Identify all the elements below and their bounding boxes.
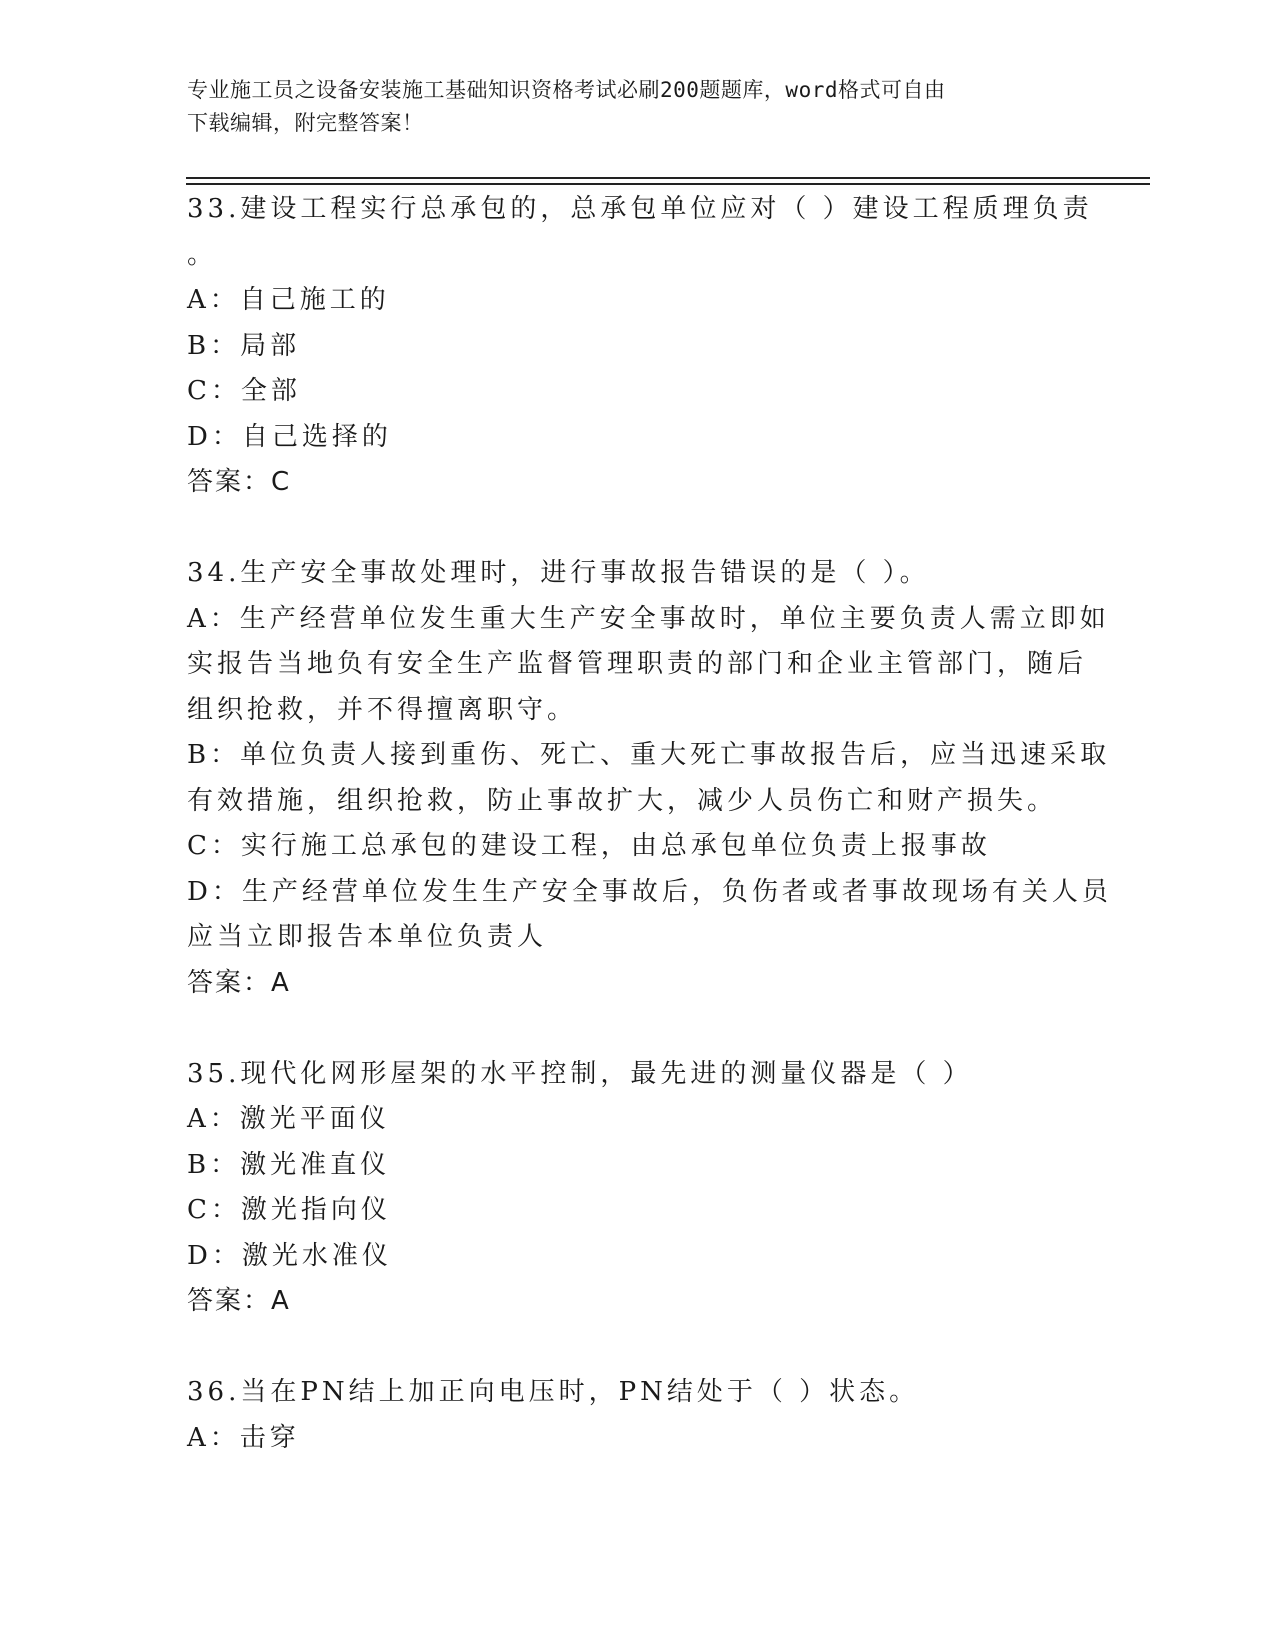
question-34 [187, 551, 1112, 1006]
question-35 [187, 1052, 1087, 1325]
question-stem: 36.当在PN结上加正向电压时，PN结处于（ ）状态。 [187, 1377, 920, 1407]
option-b: B：单位负责人接到重伤、死亡、重大死亡事故报告后，应当迅速采取 [187, 740, 1111, 770]
option-a: A：击穿 [187, 1422, 300, 1453]
answer-label: 答案：A [187, 1286, 291, 1316]
answer-label: 答案：C [187, 467, 292, 497]
option-a-continued: 实报告当地负有安全生产监督管理职责的部门和企业主管部门，随后 [187, 649, 1088, 679]
document-header [187, 74, 1067, 140]
question-stem: 35.现代化网形屋架的水平控制，最先进的测量仪器是（ ） [187, 1058, 973, 1089]
header-line-1: 专业施工员之设备安装施工基础知识资格考试必刷200题题库，word格式可自由 [187, 78, 946, 102]
option-a: A：激光平面仪 [187, 1104, 390, 1134]
option-c: C：全部 [187, 376, 301, 406]
question-list [187, 187, 1112, 1461]
answer-label: 答案：A [187, 967, 291, 998]
option-d: D：自己选择的 [187, 421, 392, 452]
header-divider-top [186, 177, 1150, 179]
header-divider-bottom [186, 183, 1150, 185]
option-d-continued: 应当立即报告本单位负责人 [187, 922, 548, 952]
question-stem: 33.建设工程实行总承包的，总承包单位应对（ ）建设工程质理负责 [187, 194, 1093, 224]
question-spacer [187, 1006, 1087, 1052]
option-d: D：激光水准仪 [187, 1240, 392, 1271]
question-spacer [187, 1325, 1087, 1371]
option-a-continued: 组织抢救，并不得擅离职守。 [187, 694, 578, 725]
option-a: A：生产经营单位发生重大生产安全事故时，单位主要负责人需立即如 [187, 603, 1110, 634]
question-33 [187, 187, 1093, 506]
header-line-2: 下载编辑，附完整答案！ [187, 111, 424, 135]
question-stem: 34.生产安全事故处理时，进行事故报告错误的是（ ）。 [187, 558, 930, 588]
option-d: D：生产经营单位发生生产安全事故后，负伤者或者事故现场有关人员 [187, 876, 1112, 907]
option-a: A：自己施工的 [187, 285, 390, 315]
question-36 [187, 1370, 1087, 1461]
question-spacer [187, 506, 1087, 552]
question-stem: 。 [187, 239, 218, 270]
option-b: B：激光准直仪 [187, 1149, 391, 1180]
option-b: B：局部 [187, 330, 301, 361]
option-c: C：激光指向仪 [187, 1195, 391, 1225]
option-b-continued: 有效措施，组织抢救，防止事故扩大，减少人员伤亡和财产损失。 [187, 785, 1058, 816]
option-c: C：实行施工总承包的建设工程，由总承包单位负责上报事故 [187, 831, 991, 861]
